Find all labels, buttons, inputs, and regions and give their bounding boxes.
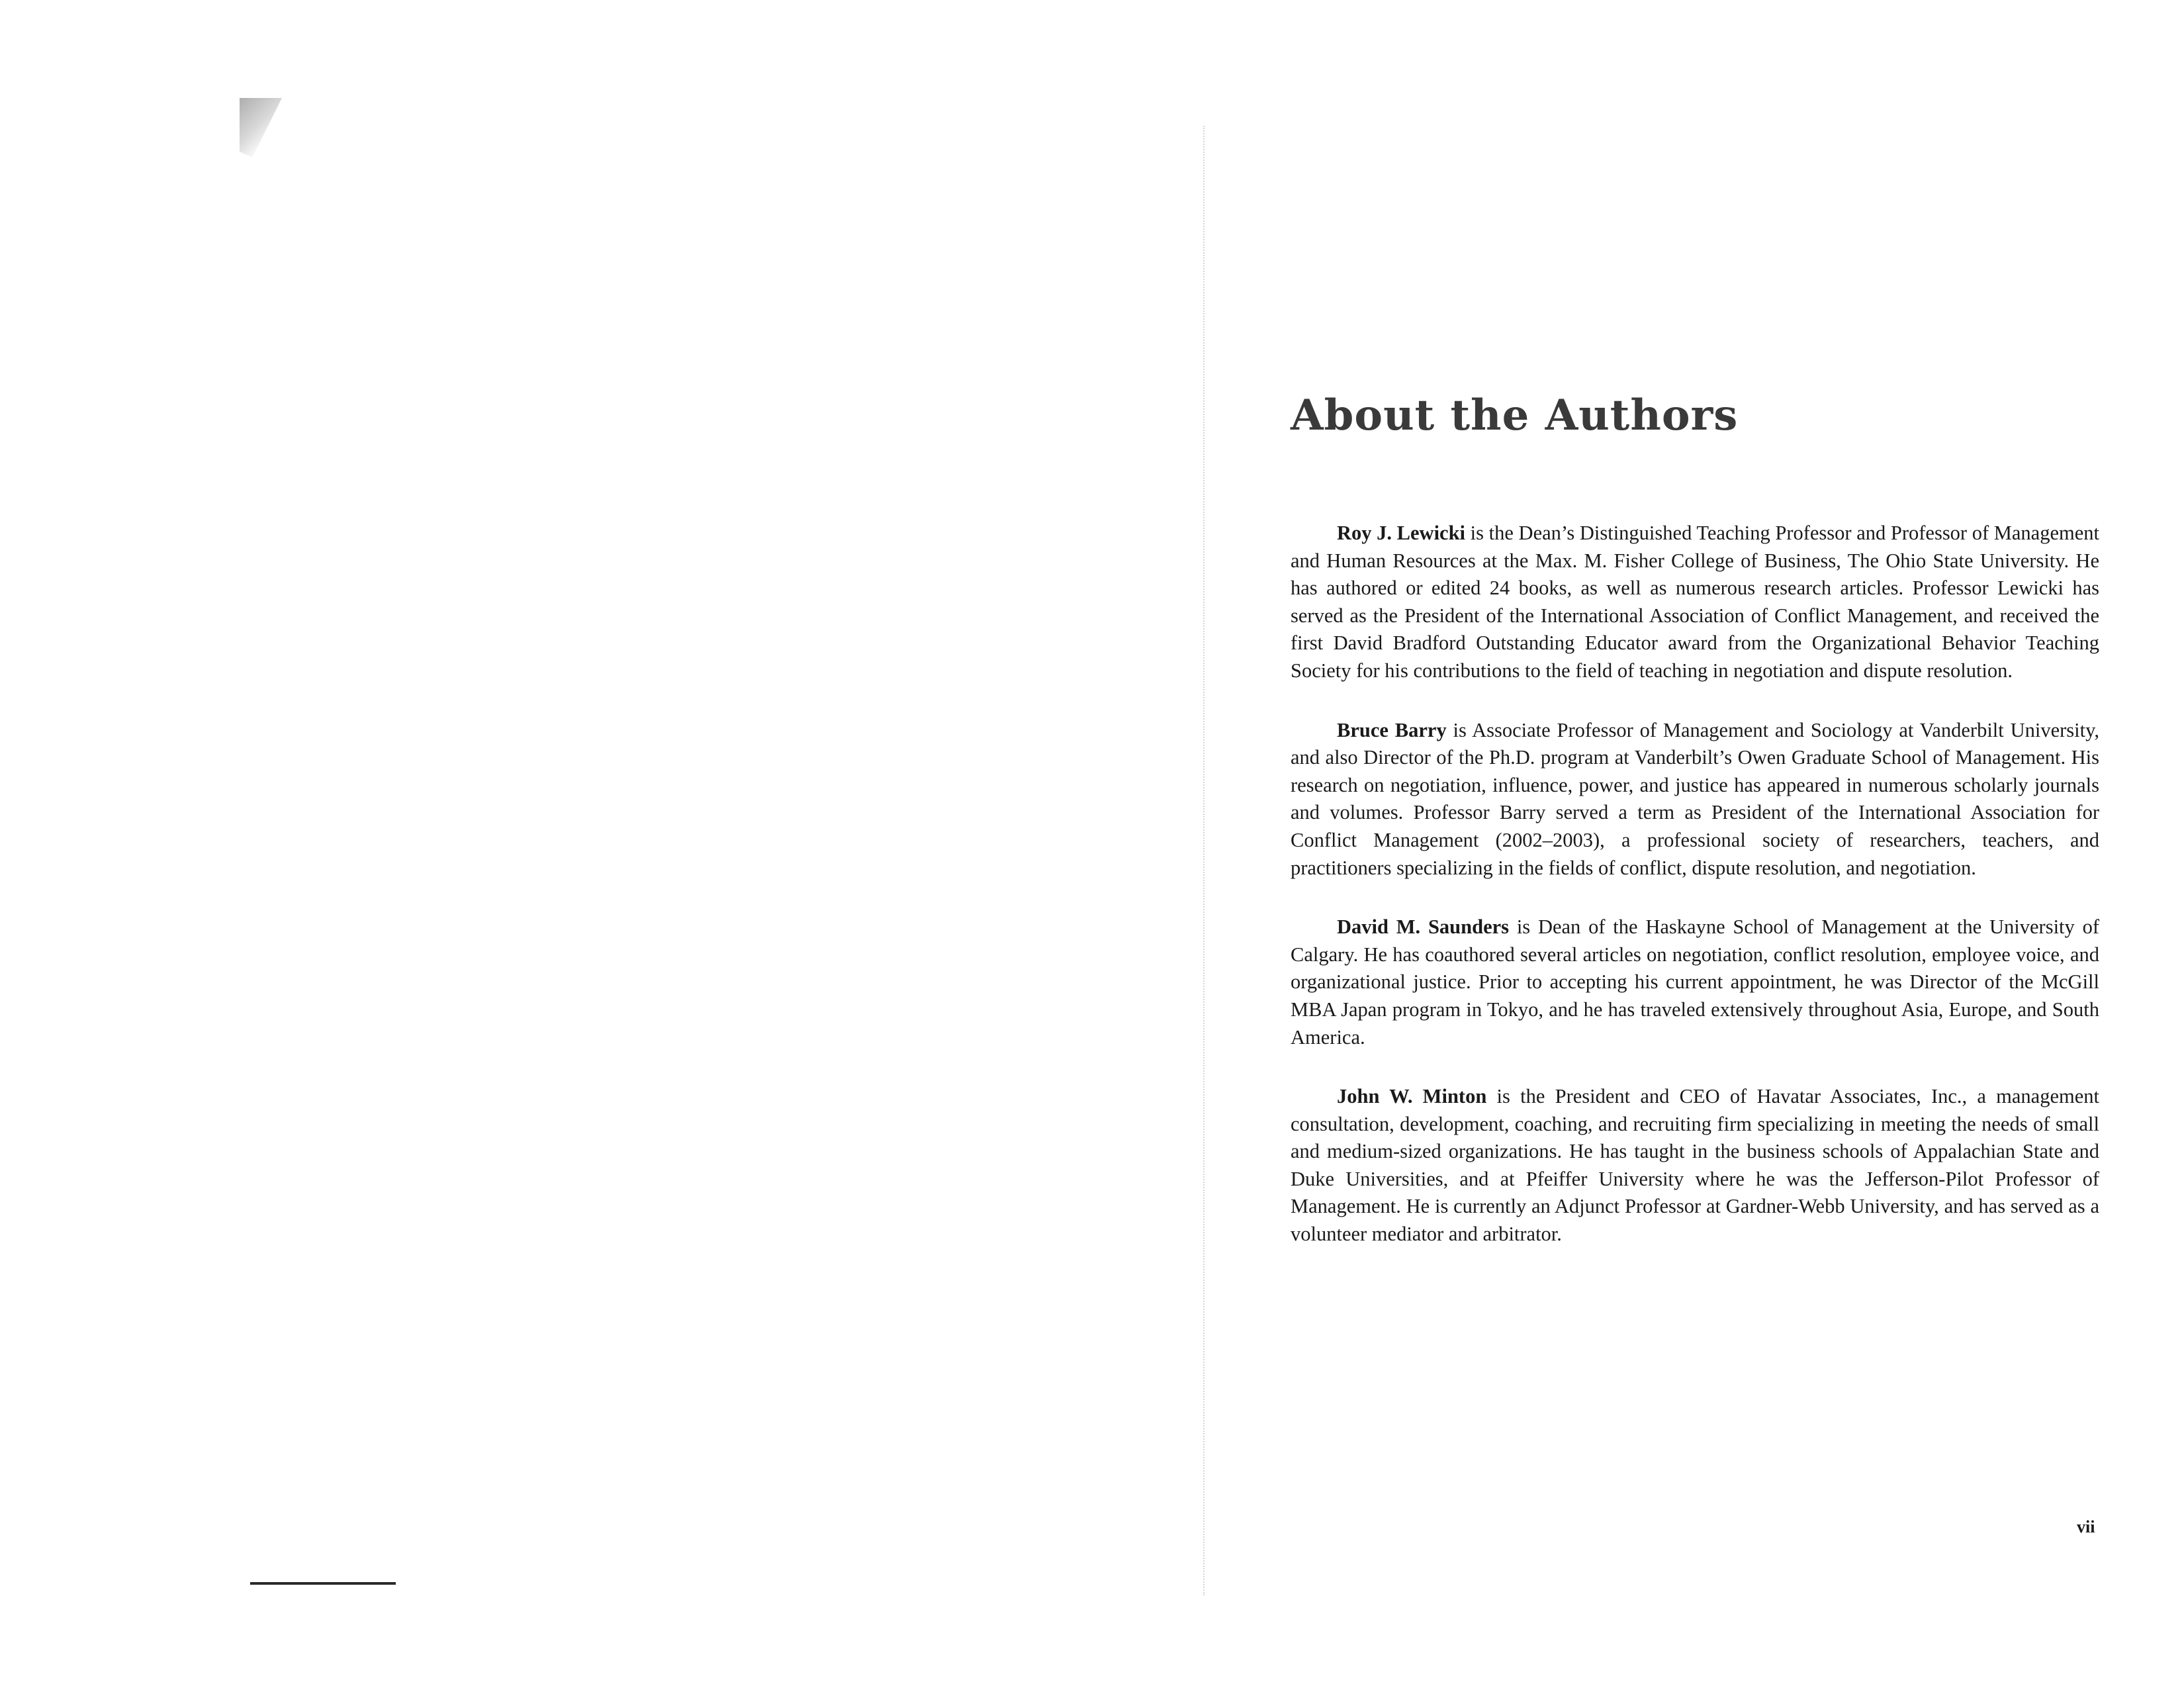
bio-text: is Associate Professor of Management and Sociology at Vanderbilt University, and also Director of the Ph.D. program at Vanderbilt’s Owen Graduate School of Management. His research on negotiation, influence, power, and justice has appeared in numerous scholarly journals and volumes. Professor Barry served a term as President of the International Association for Conflict Management (2002–2003), a professional society of researchers, teachers, and practitioners specializing in the fields of conflict, dispute resolution, and negotiation.	[1291, 718, 2099, 879]
bio-paragraph-minton	[1291, 1083, 2099, 1248]
author-name: David M. Saunders	[1337, 915, 1510, 939]
page-number: vii	[2077, 1517, 2095, 1536]
right-page	[1291, 0, 2105, 1688]
author-bios	[1291, 520, 2099, 1280]
page-title: About the Authors	[1291, 391, 1739, 440]
bio-text: is Dean of the Haskayne School of Management at the University of Calgary. He has coauthored several articles on negotiation, conflict resolution, employee voice, and organizational justice. Prior to accepting his current appointment, he was Director of the McGill MBA Japan program in Tokyo, and he has traveled extensively throughout Asia, Europe, and South America.	[1291, 915, 2099, 1049]
bio-text: is the Dean’s Distinguished Teaching Professor and Professor of Management and Human Resources at the Max. M. Fisher College of Business, The Ohio State University. He has authored or edited 24 books, as well as numerous research articles. Professor Lewicki has served as the President of the International Association of Conflict Management, and received the first David Bradford Outstanding Educator award from the Organizational Behavior Teaching Society for his contributions to the field of teaching in negotiation and dispute resolution.	[1291, 522, 2099, 682]
scan-corner-mark	[240, 98, 282, 158]
bio-paragraph-lewicki	[1291, 520, 2099, 685]
author-name: Bruce Barry	[1337, 718, 1447, 741]
page-gutter	[1203, 126, 1205, 1595]
bio-paragraph-barry	[1291, 717, 2099, 882]
author-name: John W. Minton	[1337, 1085, 1487, 1108]
bottom-rule	[250, 1582, 396, 1585]
bio-paragraph-saunders	[1291, 914, 2099, 1051]
bio-text: is the President and CEO of Havatar Associates, Inc., a management consultation, development, coaching, and recruiting firm specializing in meeting the needs of small and medium-sized organizations. He has taught in the business schools of Appalachian State and Duke Universities, and at Pfeiffer University where he was the Jefferson-Pilot Professor of Management. He is currently an Adjunct Professor at Gardner-Webb University, and has served as a volunteer mediator and arbitrator.	[1291, 1085, 2099, 1246]
author-name: Roy J. Lewicki	[1337, 522, 1466, 544]
